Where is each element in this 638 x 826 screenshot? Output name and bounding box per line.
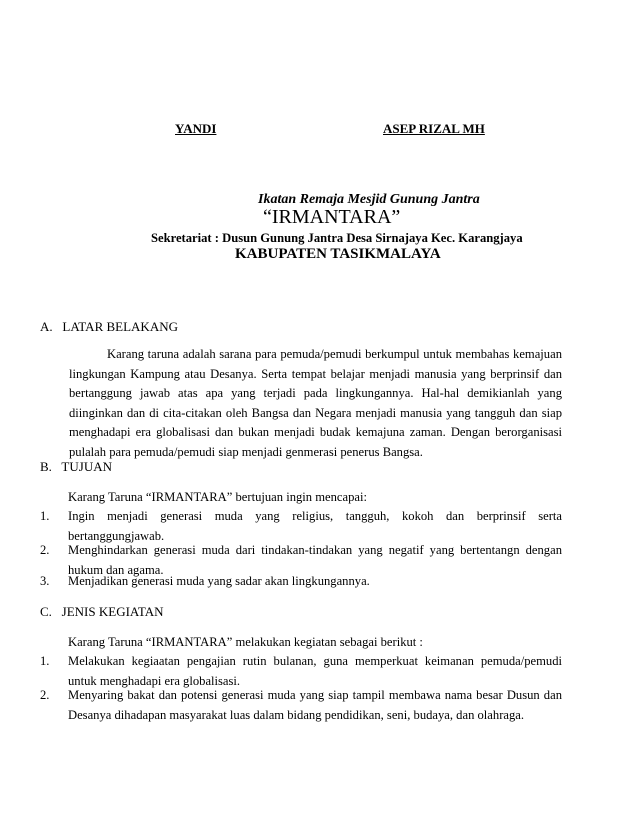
org-name: Ikatan Remaja Mesjid Gunung Jantra [258, 192, 480, 207]
section-c-item-2-number: 2. [40, 688, 50, 702]
section-b-item-2-text: Menghindarkan generasi muda dari tindakan-tindakan yang negatif yang bertentangn dengan hukum dan agama. [68, 543, 562, 577]
section-b-item-3-text: Menjadikan generasi muda yang sadar akan lingkungannya. [68, 574, 370, 588]
section-b-item-3-number: 3. [40, 574, 50, 588]
section-c-item-1-number: 1. [40, 654, 50, 668]
right-name: ASEP RIZAL MH [383, 121, 485, 136]
section-c-item-2-text: Menyaring bakat dan potensi generasi muda yang siap tampil membawa nama besar Dusun dan Desanya dihadapan masyarakat luas dalam bidang pendidikan, seni, budaya, dan olahraga. [68, 688, 562, 722]
section-c-heading: C. JENIS KEGIATAN [40, 604, 164, 619]
section-b-item-1-text: Ingin menjadi generasi muda yang religius, tangguh, kokoh dan berprinsif serta bertanggungjawab. [68, 509, 562, 543]
org-acronym: “IRMANTARA” [263, 206, 401, 228]
regency-title: KABUPATEN TASIKMALAYA [235, 246, 441, 262]
section-b-heading: B. TUJUAN [40, 459, 112, 474]
section-b-item-1-number: 1. [40, 509, 50, 523]
section-b-item-2-number: 2. [40, 543, 50, 557]
secretariat-address: Sekretariat : Dusun Gunung Jantra Desa Sirnajaya Kec. Karangjaya [151, 231, 523, 245]
section-a-heading: A. LATAR BELAKANG [40, 319, 178, 334]
section-c-item-1-text: Melakukan kegiaatan pengajian rutin bulanan, guna memperkuat keimanan pemuda/pemudi untuk menghadapi era globalisasi. [68, 654, 562, 688]
left-name: YANDI [175, 121, 217, 136]
section-b-intro: Karang Taruna “IRMANTARA” bertujuan ingin mencapai: [68, 490, 367, 504]
section-a-paragraph: Karang taruna adalah sarana para pemuda/pemudi berkumpul untuk membahas kemajuan lingkungan Kampung atau Desanya. Serta tempat belajar menjadi manusia yang berprinsif dan bertanggung jawab atas apa yang terjadi pada lingkungannya. Hal-hal demikianlah yang diinginkan dan di cita-citakan oleh Bangsa dan Negara menjadi manusia yang tangguh dan siap menghadapi era globalisasi dan bukan menjadi budak kemajuna zaman. Dengan berorganisasi pulalah para pemuda/pemudi siap menjadi genmerasi penerus Bangsa. [69, 347, 562, 459]
section-c-intro: Karang Taruna “IRMANTARA” melakukan kegiatan sebagai berikut : [68, 635, 423, 649]
